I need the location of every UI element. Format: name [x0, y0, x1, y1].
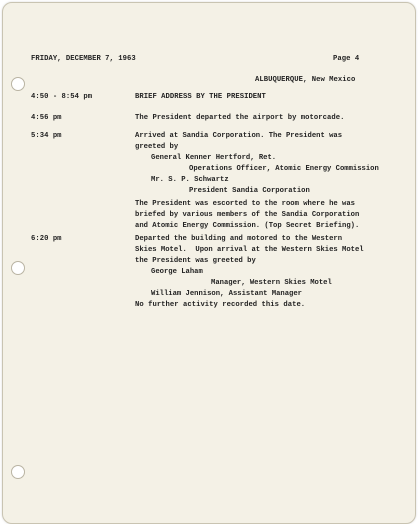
entry-line: Manager, Western Skies Motel — [211, 279, 332, 287]
entry-time: 4:50 - 8:54 pm — [31, 93, 93, 101]
entry-text-block — [135, 199, 359, 232]
entry-time: 4:56 pm — [31, 114, 62, 122]
entry-line: Arrived at Sandia Corporation. The President was — [135, 132, 343, 140]
entry-line: President Sandia Corporation — [189, 187, 310, 195]
entry-time: 5:34 pm — [31, 132, 62, 140]
entry-line: William Jennison, Assistant Manager — [151, 290, 302, 298]
closing-note: No further activity recorded this date. — [135, 301, 306, 309]
entry-line: General Kenner Hertford, Ret. — [151, 154, 277, 162]
entry-text-block — [135, 131, 379, 197]
entry-line: George Laham — [151, 268, 203, 276]
entry-time: 6:20 pm — [31, 235, 62, 243]
entry-line: Mr. S. P. Schwartz — [151, 176, 229, 184]
page-number: Page 4 — [333, 55, 360, 63]
entry-heading: BRIEF ADDRESS BY THE PRESIDENT — [135, 93, 266, 101]
binder-hole — [11, 465, 25, 479]
entry-line: and Atomic Energy Commission. (Top Secret Briefing). — [135, 222, 360, 230]
binder-hole — [11, 261, 25, 275]
entry-line: Departed the building and motored to the Western — [135, 235, 343, 243]
entry-line: briefed by various members of the Sandia Corporation — [135, 211, 360, 219]
entry-text: The President departed the airport by motorcade. — [135, 114, 345, 122]
header-date: FRIDAY, DECEMBER 7, 1963 — [31, 55, 136, 63]
entry-line: greeted by — [135, 143, 179, 151]
entry-line: The President was escorted to the room where he was — [135, 200, 355, 208]
entry-line: Operations Officer, Atomic Energy Commission — [189, 165, 379, 173]
entry-text-block — [135, 234, 364, 300]
document-page — [2, 2, 416, 524]
entry-line: Skies Motel. Upon arrival at the Western Skies Motel — [135, 246, 364, 254]
entry-line: the President was greeted by — [135, 257, 256, 265]
binder-hole — [11, 77, 25, 91]
location: ALBUQUERQUE, New Mexico — [255, 76, 356, 84]
